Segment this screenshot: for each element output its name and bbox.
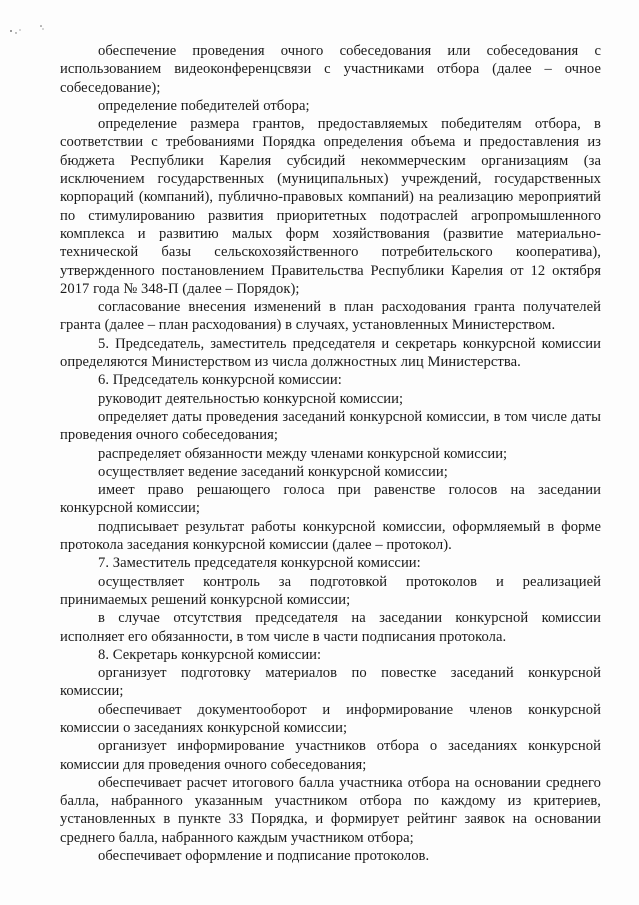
paragraph-secretary-duty-3: организует информирование участников отбора о заседаниях конкурсной комиссии для проведения очного собеседования; <box>60 738 601 773</box>
paragraph-interview: обеспечение проведения очного собеседования или собеседования с использованием видеоконференцсвязи с участниками отбора (далее – очное собеседование); <box>60 43 601 96</box>
paragraph-winners: определение победителей отбора; <box>98 97 310 114</box>
document-body <box>60 42 601 865</box>
scan-specks <box>8 22 48 38</box>
paragraph-secretary-duty-5: обеспечивает оформление и подписание протоколов. <box>98 848 430 865</box>
paragraph-chair-duty-3: распределяет обязанности между членами конкурсной комиссии; <box>98 445 508 462</box>
paragraph-plan-changes: согласование внесения изменений в план расходования гранта получателей гранта (далее – план расходования) в случаях, установленных Министерством. <box>60 299 601 334</box>
paragraph-secretary-duty-1: организует подготовку материалов по повестке заседаний конкурсной комиссии; <box>60 665 601 700</box>
paragraph-deputy-duty-2: в случае отсутствия председателя на заседании конкурсной комиссии исполняет его обязанности, в том числе в части подписания протокола. <box>60 610 601 645</box>
paragraph-chair-duty-2: определяет даты проведения заседаний конкурсной комиссии, в том числе даты проведения очного собеседования; <box>60 408 601 444</box>
paragraph-secretary-duty-2: обеспечивает документооборот и информирование членов конкурсной комиссии о заседаниях конкурсной комиссии; <box>60 701 601 736</box>
paragraph-section-5: 5. Председатель, заместитель председателя и секретарь конкурсной комиссии определяются Министерством из числа должностных лиц Министерства. <box>60 335 601 371</box>
paragraph-section-7-heading: 7. Заместитель председателя конкурсной комиссии: <box>98 555 421 572</box>
paragraph-chair-duty-4: осуществляет ведение заседаний конкурсной комиссии; <box>98 463 448 480</box>
paragraph-deputy-duty-1: осуществляет контроль за подготовкой протоколов и реализацией принимаемых решений конкурсной комиссии; <box>60 573 601 608</box>
paragraph-chair-duty-5: имеет право решающего голоса при равенстве голосов на заседании конкурсной комиссии; <box>60 482 601 517</box>
paragraph-secretary-duty-4: обеспечивает расчет итогового балла участника отбора на основании среднего балла, набранного указанным участником отбора по каждому из критериев, установленных в пункте 33 Порядка, и формирует рейтинг заявок на основании среднего балла, набранного каждым участником отбора; <box>60 774 601 846</box>
paragraph-section-6-heading: 6. Председатель конкурсной комиссии: <box>98 372 342 389</box>
paragraph-section-8-heading: 8. Секретарь конкурсной комиссии: <box>98 646 322 663</box>
paragraph-grant-size: определение размера грантов, предоставляемых победителям отбора, в соответствии с требованиями Порядка определения объема и предоставления из бюджета Республики Карелия субсидий некоммерческим организациям (за исключением государственных (муниципальных) учреждений, государственных корпораций (компаний), публично-правовых компаний) на реализацию мероприятий по стимулированию развития приоритетных подотраслей агропромышленного комплекса и развитию малых форм хозяйствования (развитие материально-технической базы сельскохозяйственного потребительского кооператива), утвержденного постановлением Правительства Республики Карелия от 12 октября 2017 года № 348-П (далее – Порядок); <box>60 116 601 297</box>
paragraph-chair-duty-6: подписывает результат работы конкурсной комиссии, оформляемый в форме протокола заседания конкурсной комиссии (далее – протокол). <box>60 518 601 554</box>
paragraph-chair-duty-1: руководит деятельностью конкурсной комиссии; <box>98 390 404 407</box>
